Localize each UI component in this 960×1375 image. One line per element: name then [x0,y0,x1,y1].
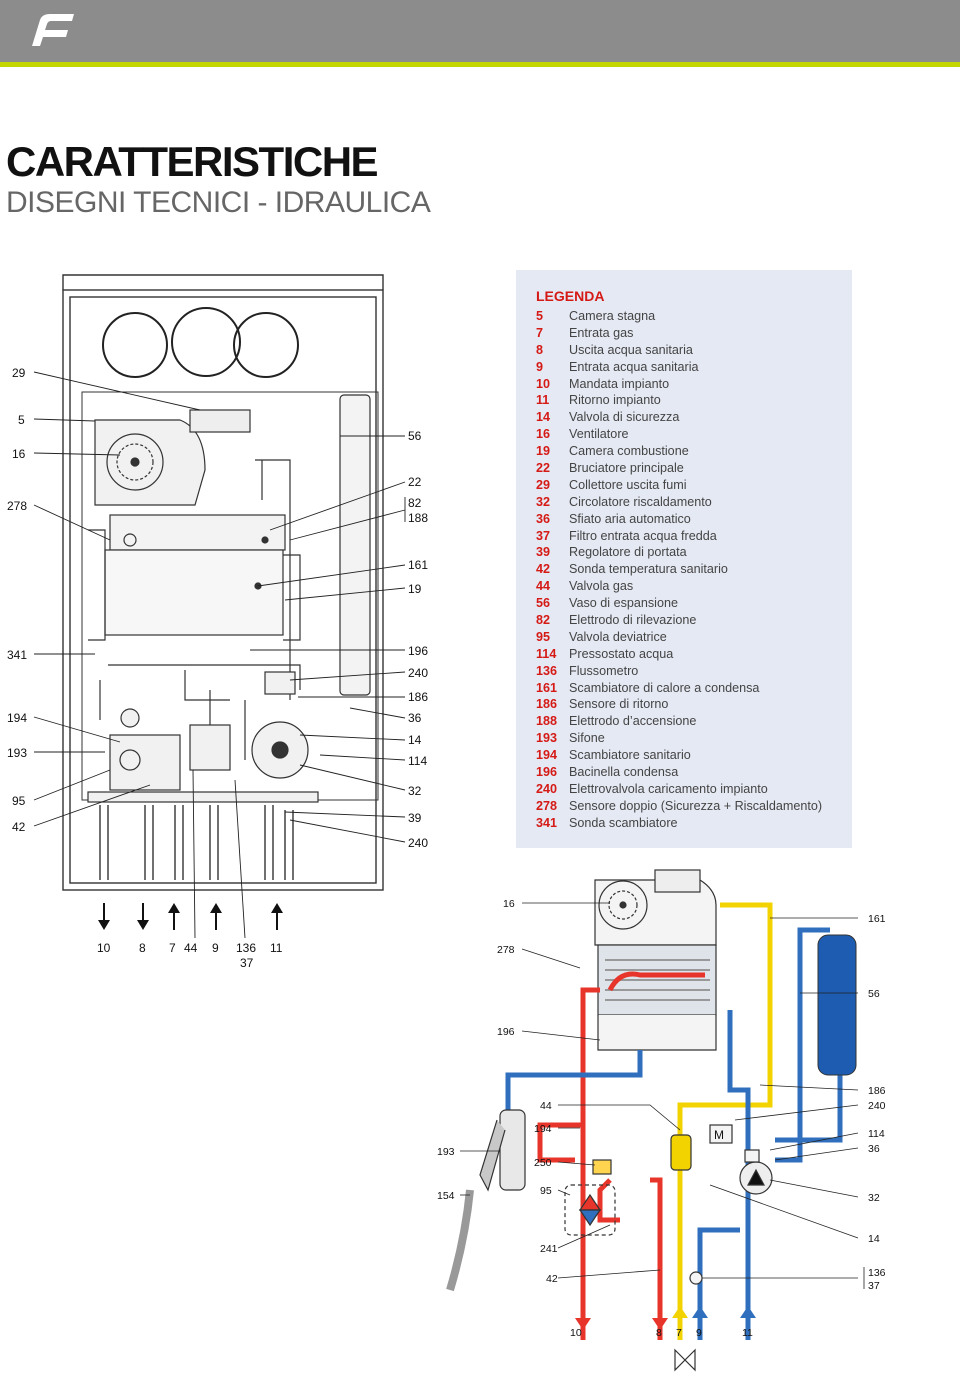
legend-list [536,308,822,832]
legend-item [536,544,822,561]
front-label-56: 56 [408,429,422,443]
front-label-42: 42 [12,820,26,834]
front-label-8: 8 [139,941,146,955]
legend-item-text: Entrata acqua sanitaria [569,359,699,374]
legend-item [536,663,822,680]
front-label-14: 14 [408,733,422,747]
legend-item [536,815,822,832]
legend-item [536,781,822,798]
legend-item-text: Pressostato acqua [569,646,674,661]
legend-item-text: Entrata gas [569,325,634,340]
hydraulic-flow-arrows [575,1306,756,1330]
legend-item-text: Elettrodo d’accensione [569,714,697,729]
front-label-161: 161 [408,558,429,572]
legend-item-number: 196 [536,765,558,780]
legend-item-number: 14 [536,410,551,425]
legend-item-text: Scambiatore di calore a condensa [569,680,760,695]
legend-item [536,528,822,545]
hyd-label-136: 136 [868,1267,886,1279]
legend-item-text: Sensore di ritorno [569,697,669,712]
front-label-193: 193 [7,746,28,760]
flow-arrows [98,903,283,930]
front-label-29: 29 [12,366,26,380]
lower-components [88,672,318,802]
legend-item-text: Valvola gas [569,579,634,594]
legend-item-text: Camera stagna [569,309,656,323]
legend-item-text: Bacinella condensa [569,765,679,780]
legend-item-number: 95 [536,629,551,644]
front-label-44: 44 [184,941,198,955]
hyd-label-16: 16 [503,898,515,910]
legend-item-text: Collettore uscita fumi [569,477,687,492]
legend-item [536,511,822,528]
expansion-vessel [818,935,856,1075]
hyd-label-250: 250 [534,1157,552,1169]
legend-item-number: 114 [536,646,557,661]
legend-item [536,342,822,359]
legend-item [536,798,822,815]
hyd-label-11: 11 [742,1327,753,1339]
flue-outlets [103,308,298,377]
legend-item-number: 37 [536,528,551,543]
hydraulic-diagram [420,865,960,1375]
front-view-right-labels [405,429,428,850]
legend-item-text: Regolatore di portata [569,545,687,560]
front-view-bottom-labels [97,941,283,970]
legend-item [536,646,822,663]
hyd-label-241: 241 [540,1243,558,1255]
legend-item-text: Camera combustione [569,444,689,459]
legend-item [536,561,822,578]
f-logo-icon [18,6,78,56]
legend-item-number: 161 [536,680,558,695]
legend-item-number: 44 [536,579,551,594]
front-label-39: 39 [408,811,422,825]
legend-item [536,308,822,325]
legend-item [536,612,822,629]
legend-item-number: 341 [536,815,558,830]
legend-item-number: 193 [536,731,558,746]
legend-item [536,578,822,595]
hyd-label-278: 278 [497,944,515,956]
legend-item-number: 11 [536,393,550,408]
legend-item-text: Flussometro [569,663,639,678]
hyd-label-186: 186 [868,1085,886,1097]
legend-item-number: 5 [536,309,544,323]
front-label-82: 82 [408,496,422,510]
front-label-36: 36 [408,711,422,725]
hyd-label-44: 44 [540,1100,552,1112]
legend-item-text: Vaso di espansione [569,596,678,611]
legend-item [536,392,822,409]
legend-item [536,680,822,697]
legend-item-text: Valvola di sicurezza [569,410,680,425]
pump-label: M [714,1128,724,1142]
legend-item [536,629,822,646]
front-label-95: 95 [12,794,26,808]
hyd-label-37: 37 [868,1280,880,1292]
legend-item [536,409,822,426]
legend-item-text: Mandata impianto [569,376,670,391]
front-label-341: 341 [7,648,28,662]
hyd-label-194: 194 [534,1123,552,1135]
legend-item [536,713,822,730]
legend-item-number: 56 [536,596,551,611]
front-label-5: 5 [18,413,25,427]
outlet-pipes [100,805,293,880]
legend-item [536,747,822,764]
legend-item-text: Filtro entrata acqua fredda [569,528,717,543]
legend-item-text: Sonda temperatura sanitario [569,562,728,577]
legend-item [536,477,822,494]
legend-item-number: 136 [536,663,558,678]
legend-item-number: 19 [536,444,551,459]
legend-item-number: 8 [536,342,544,357]
legend-item [536,696,822,713]
legend-item-text: Valvola deviatrice [569,629,667,644]
heat-exchanger [88,515,300,640]
hyd-label-193: 193 [437,1146,455,1158]
legend-item-text: Sfiato aria automatico [569,511,691,526]
legend-item [536,376,822,393]
legend-item [536,325,822,342]
siphon [450,1110,525,1290]
hyd-label-32: 32 [868,1192,880,1204]
hyd-label-42: 42 [546,1273,558,1285]
legend-item-number: 7 [536,325,544,340]
hyd-label-8: 8 [656,1327,662,1339]
legend-item-text: Ventilatore [569,427,629,442]
legend-item-text: Sensore doppio (Sicurezza + Riscaldamento) [569,798,823,813]
front-label-32: 32 [408,784,422,798]
legend-item [536,730,822,747]
hyd-label-9: 9 [696,1327,702,1339]
front-label-196: 196 [408,644,429,658]
legend-item-number: 29 [536,477,551,492]
legend-panel [516,270,852,848]
legend-item-number: 194 [536,748,558,763]
fan-unit [95,410,250,505]
legend-item-number: 42 [536,562,551,577]
hyd-label-10: 10 [570,1327,582,1339]
front-label-278: 278 [7,499,28,513]
legend-item-text: Sonda scambiatore [569,815,678,830]
hyd-label-196: 196 [497,1026,515,1038]
legend-item-text: Sifone [569,731,605,746]
hyd-label-95: 95 [540,1185,552,1197]
legend-item-text: Ritorno impianto [569,393,661,408]
front-label-16: 16 [12,447,26,461]
legend-item-number: 9 [536,359,544,374]
hydraulic-fan [595,870,716,945]
legend-item [536,426,822,443]
front-label-240a: 240 [408,666,429,680]
hyd-label-7: 7 [676,1327,682,1339]
front-label-37: 37 [240,956,254,970]
legend-item-number: 36 [536,511,551,526]
legend-item [536,764,822,781]
hyd-label-56: 56 [868,988,880,1000]
header-bar [0,0,960,62]
legend-item-number: 16 [536,427,551,442]
front-label-7: 7 [169,941,176,955]
legend-item-number: 278 [536,798,558,813]
legend-item-text: Uscita acqua sanitaria [569,342,693,357]
front-label-10: 10 [97,941,111,955]
front-label-22: 22 [408,475,422,489]
hyd-label-161: 161 [868,913,886,925]
page-subtitle: DISEGNI TECNICI - IDRAULICA [6,186,431,219]
legend-item-number: 240 [536,781,558,796]
legend-item [536,595,822,612]
front-label-240b: 240 [408,836,429,850]
legend-item [536,494,822,511]
front-label-11: 11 [270,941,283,955]
legend-item [536,443,822,460]
front-label-186: 186 [408,690,429,704]
hyd-label-114: 114 [868,1128,885,1140]
legend-item-text: Elettrodo di rilevazione [569,613,697,628]
legend-item-number: 10 [536,376,551,391]
hyd-label-14: 14 [868,1233,880,1245]
page-title: CARATTERISTICHE [6,138,378,185]
front-label-136: 136 [236,941,257,955]
legend-item-text: Circolatore riscaldamento [569,494,712,509]
legend-item-number: 82 [536,613,551,628]
legend-item-number: 32 [536,494,551,509]
front-label-188: 188 [408,511,429,525]
legend-item-number: 22 [536,461,551,476]
front-label-9: 9 [212,941,219,955]
front-view-left-labels [7,366,27,834]
legend-item-number: 39 [536,545,551,560]
front-label-114: 114 [408,754,428,768]
hyd-label-240: 240 [868,1100,886,1112]
front-label-194: 194 [7,711,28,725]
legend-item-text: Bruciatore principale [569,461,684,476]
legend-item-text: Elettrovalvola caricamento impianto [569,781,768,796]
condensate-tray [598,1015,716,1050]
hydraulic-components [565,1125,772,1370]
legend-item-text: Scambiatore sanitario [569,748,691,763]
hyd-label-36: 36 [868,1143,880,1155]
legend-item [536,460,822,477]
hyd-label-154: 154 [437,1190,455,1202]
legend-item-number: 186 [536,697,558,712]
legend-title: LEGENDA [536,288,605,304]
front-label-19: 19 [408,582,422,596]
header-accent [0,62,960,67]
legend-item-number: 188 [536,714,558,729]
legend-item [536,359,822,376]
